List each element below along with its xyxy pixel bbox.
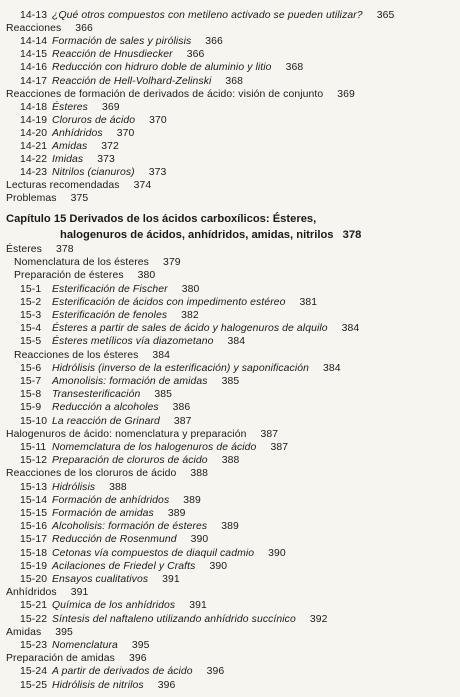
toc-entry-number: 15-5 xyxy=(20,336,42,348)
toc-entry-number: 15-22 xyxy=(20,613,48,625)
toc-entry xyxy=(20,494,201,508)
toc-entry-title: Preparación de cloruros de ácido xyxy=(52,455,208,467)
toc-entry-page: 384 xyxy=(152,349,171,361)
toc-entry-title: Anhídridos xyxy=(52,127,103,139)
toc-entry-number: 15-12 xyxy=(20,455,48,467)
toc-entry-number: 15-21 xyxy=(20,600,48,612)
toc-entry-page: 390 xyxy=(190,534,209,546)
toc-entry-title: Reacciones de los ésteres xyxy=(14,349,139,361)
toc-entry-page: 387 xyxy=(270,442,289,453)
toc-entry-title: Transesterificación xyxy=(52,389,141,401)
toc-entry-title: Nitrilos (cianuros) xyxy=(52,167,135,179)
toc-entry-title: Lecturas recomendadas xyxy=(6,180,120,192)
toc-entry-title: Esterificación de fenoles xyxy=(52,310,168,321)
toc-entry xyxy=(20,335,245,349)
toc-entry-number: 14-23 xyxy=(20,167,48,179)
toc-entry xyxy=(6,192,88,206)
chapter-heading-line-1: Capítulo 15 Derivados de los ácidos carboxílicos: Ésteres, xyxy=(6,213,317,225)
chapter-heading-line-2 xyxy=(60,228,361,243)
toc-entry-number: 15-18 xyxy=(20,547,48,559)
toc-entry-page: 387 xyxy=(260,428,279,440)
toc-entry xyxy=(20,613,328,627)
toc-entry-number: 15-17 xyxy=(20,534,48,546)
toc-entry-number: 14-14 xyxy=(20,36,48,48)
toc-entry-page: 388 xyxy=(109,481,127,493)
toc-entry-number: 15-1 xyxy=(20,283,42,295)
toc-entry xyxy=(20,153,115,167)
toc-entry-title: Ésteres metílicos vía diazometano xyxy=(52,336,214,348)
toc-entry-title: Formación de amidas xyxy=(52,508,154,519)
toc-entry-page: 384 xyxy=(323,362,341,374)
toc-entry xyxy=(20,322,359,336)
toc-entry-page: 380 xyxy=(137,270,156,282)
toc-entry xyxy=(6,22,93,36)
toc-entry-number: 15-2 xyxy=(20,296,42,308)
toc-entry xyxy=(20,599,207,613)
toc-entry-title: Reacciones de los cloruros de ácido xyxy=(6,468,177,480)
toc-entry xyxy=(6,428,278,442)
toc-entry-title: Reducción de Rosenmund xyxy=(52,534,177,546)
toc-entry-title: Imidas xyxy=(52,154,84,166)
toc-entry-page: 389 xyxy=(183,494,201,506)
toc-entry-title: Hidrólisis xyxy=(52,481,96,493)
toc-entry-page: 373 xyxy=(97,154,115,166)
toc-entry xyxy=(20,375,239,389)
toc-entry-title: Reducción con hidruro doble de aluminio y litio xyxy=(52,62,272,74)
toc-entry-page: 368 xyxy=(225,75,244,87)
toc-entry-page: 396 xyxy=(157,679,176,691)
toc-entry-number: 15-10 xyxy=(20,415,48,427)
toc-entry xyxy=(20,127,134,141)
toc-entry xyxy=(6,179,151,193)
toc-entry-page: 370 xyxy=(149,114,167,126)
toc-entry xyxy=(20,166,166,180)
toc-entry-page: 395 xyxy=(131,640,150,651)
chapter-heading-subtitle: halogenuros de ácidos, anhídridos, amidas, nitrilos xyxy=(60,229,334,241)
toc-entry-title: Nomemclatura de los halogenuros de ácido xyxy=(52,442,257,453)
toc-entry-title: Acilaciones de Friedel y Crafts xyxy=(52,560,196,572)
toc-entry-page: 391 xyxy=(70,587,89,599)
toc-entry-number: 14-16 xyxy=(20,62,48,74)
toc-entry-page: 365 xyxy=(376,10,395,21)
toc-entry-page: 369 xyxy=(101,101,120,113)
toc-entry xyxy=(20,507,185,521)
toc-entry-number: 14-21 xyxy=(20,141,48,152)
toc-entry xyxy=(20,114,167,128)
toc-entry-page: 388 xyxy=(190,468,209,480)
toc-entry xyxy=(20,573,180,587)
chapter-heading-page: 378 xyxy=(342,229,362,241)
toc-entry-title: Anhídridos xyxy=(6,587,57,599)
toc-entry-title: Química de los anhídridos xyxy=(52,600,176,612)
toc-entry-page: 391 xyxy=(162,574,180,585)
toc-entry-title: Problemas xyxy=(6,193,57,205)
toc-entry-page: 386 xyxy=(172,402,191,414)
toc-entry xyxy=(20,140,119,154)
toc-entry-number: 15-7 xyxy=(20,376,42,387)
toc-entry xyxy=(6,652,147,666)
toc-entry-title: Esterificación de ácidos con impedimento estéreo xyxy=(52,296,286,308)
toc-entry-title: Cloruros de ácido xyxy=(52,114,136,126)
toc-entry-page: 389 xyxy=(167,508,186,519)
toc-entry-title: Formación de anhídridos xyxy=(52,494,170,506)
toc-entry-page: 372 xyxy=(101,141,119,152)
toc-entry-number: 15-23 xyxy=(20,640,48,651)
toc-entry-title: Alcoholisis: formación de ésteres xyxy=(52,521,208,533)
toc-entry-page: 378 xyxy=(55,244,74,255)
toc-entry-page: 388 xyxy=(221,455,240,467)
toc-entry-number: 15-20 xyxy=(20,574,48,585)
toc-entry-number: 15-9 xyxy=(20,402,42,414)
toc-entry xyxy=(6,467,208,481)
toc-entry-page: 396 xyxy=(206,666,225,678)
toc-entry-title: Amidas xyxy=(52,141,88,152)
toc-entry-title: Síntesis del naftaleno utilizando anhídrido succínico xyxy=(52,613,296,625)
toc-entry xyxy=(20,61,303,75)
toc-entry-page: 395 xyxy=(55,626,73,638)
toc-entry-page: 389 xyxy=(221,521,239,533)
toc-entry xyxy=(20,533,208,547)
toc-entry xyxy=(6,626,73,640)
toc-entry-page: 392 xyxy=(309,613,328,625)
toc-entry-title: Ésteres xyxy=(6,244,42,255)
toc-entry xyxy=(20,296,317,310)
toc-entry xyxy=(20,75,243,89)
toc-entry-number: 15-3 xyxy=(20,310,42,321)
toc-entry-number: 14-22 xyxy=(20,154,48,166)
toc-entry xyxy=(20,547,286,561)
toc-entry-number: 15-15 xyxy=(20,508,48,519)
toc-entry-title: Reacción de Hnusdiecker xyxy=(52,49,173,61)
toc-entry-title: Amidas xyxy=(6,626,42,638)
toc-entry-page: 387 xyxy=(173,415,192,427)
toc-entry-title: Hidrólisis (inverso de la esterificación) y saponificación xyxy=(52,362,310,374)
toc-entry-title: Hidrólisis de nitrilos xyxy=(52,679,144,691)
toc-entry-page: 390 xyxy=(209,560,228,572)
toc-entry-number: 15-19 xyxy=(20,560,48,572)
toc-entry-page: 380 xyxy=(181,283,200,295)
toc-entry-number: 15-25 xyxy=(20,679,48,691)
toc-entry-title: Preparación de ésteres xyxy=(14,270,124,282)
toc-entry-page: 369 xyxy=(337,88,355,100)
toc-entry xyxy=(20,679,175,693)
toc-entry-title: La reacción de Grinard xyxy=(52,415,160,427)
toc-entry xyxy=(6,243,74,257)
toc-entry-number: 14-20 xyxy=(20,127,48,139)
toc-entry-page: 384 xyxy=(341,323,360,335)
toc-entry xyxy=(20,665,224,679)
toc-entry xyxy=(14,349,170,363)
toc-entry xyxy=(20,35,223,49)
toc-entry-number: 14-13 xyxy=(20,10,48,21)
toc-entry-title: Amonolisis: formación de amidas xyxy=(52,376,208,387)
toc-entry-title: A partir de derivados de ácido xyxy=(52,666,193,678)
toc-entry-number: 15-11 xyxy=(20,442,47,453)
toc-entry-page: 374 xyxy=(133,180,152,192)
toc-entry-number: 15-13 xyxy=(20,481,48,493)
toc-entry-page: 385 xyxy=(221,376,240,387)
toc-entry-title: Halogenuros de ácido: nomenclatura y preparación xyxy=(6,428,247,440)
toc-entry-title: Formación de sales y pirólisis xyxy=(52,36,192,48)
toc-entry xyxy=(20,454,239,468)
toc-entry-page: 396 xyxy=(128,653,147,665)
toc-entry-number: 14-15 xyxy=(20,49,48,61)
toc-entry-title: Nomenclatura de los ésteres xyxy=(14,257,149,269)
toc-entry-title: Ensayos cualitativos xyxy=(52,574,149,585)
toc-entry-number: 14-17 xyxy=(20,75,48,87)
toc-entry-number: 15-6 xyxy=(20,362,42,374)
toc-entry-page: 370 xyxy=(116,127,135,139)
toc-entry-title: Preparación de amidas xyxy=(6,653,115,665)
toc-entry-title: Reacciones xyxy=(6,23,62,35)
toc-entry-title: Nomenclatura xyxy=(52,640,118,651)
toc-entry-number: 15-8 xyxy=(20,389,42,401)
toc-entry-page: 375 xyxy=(70,193,89,205)
toc-entry-number: 15-16 xyxy=(20,521,48,533)
toc-entry-page: 391 xyxy=(189,600,207,612)
toc-entry-page: 379 xyxy=(162,257,181,269)
toc-entry xyxy=(20,9,394,23)
toc-entry-page: 366 xyxy=(205,36,223,48)
toc-entry-page: 390 xyxy=(268,547,286,559)
toc-entry xyxy=(20,362,341,376)
toc-entry-number: 14-18 xyxy=(20,101,48,113)
toc-entry-title: Ésteres xyxy=(52,101,88,113)
toc-entry-page: 385 xyxy=(154,389,172,401)
toc-entry xyxy=(20,639,150,653)
toc-entry-page: 373 xyxy=(148,167,167,179)
toc-entry-number: 15-4 xyxy=(20,323,42,335)
toc-entry xyxy=(20,415,192,429)
toc-entry xyxy=(20,560,227,574)
toc-entry-number: 15-14 xyxy=(20,494,48,506)
toc-entry-page: 366 xyxy=(75,23,93,35)
toc-entry xyxy=(20,388,172,402)
toc-entry-page: 381 xyxy=(299,296,318,308)
toc-entry-title: Esterificación de Fischer xyxy=(52,283,168,295)
toc-entry xyxy=(20,48,204,62)
toc-entry xyxy=(14,256,181,270)
toc-entry-number: 14-19 xyxy=(20,114,48,126)
toc-entry xyxy=(14,269,155,283)
toc-entry xyxy=(6,586,88,600)
toc-entry-page: 382 xyxy=(181,310,199,321)
toc-entry-title: Ésteres a partir de sales de ácido y halogenuros de alquilo xyxy=(52,323,328,335)
toc-entry-page: 366 xyxy=(186,49,205,61)
toc-entry xyxy=(20,441,288,455)
toc-entry-title: Reducción a alcoholes xyxy=(52,402,159,414)
toc-entry xyxy=(20,401,190,415)
toc-entry-page: 384 xyxy=(227,336,246,348)
toc-entry-title: Reacción de Hell-Volhard-Zelinski xyxy=(52,75,212,87)
toc-entry xyxy=(20,481,127,495)
toc-entry-title: Reacciones de formación de derivados de ácido: visión de conjunto xyxy=(6,88,324,100)
toc-entry xyxy=(20,520,239,534)
toc-entry xyxy=(6,88,355,102)
toc-entry-title: ¿Qué otros compuestos con metileno activado se pueden utilizar? xyxy=(52,10,363,21)
toc-entry xyxy=(20,101,120,115)
toc-entry xyxy=(20,309,199,323)
toc-entry-title: Cetonas vía compuestos de diaquil cadmio xyxy=(52,547,255,559)
toc-entry xyxy=(20,283,199,297)
toc-entry-number: 15-24 xyxy=(20,666,48,678)
toc-entry-page: 368 xyxy=(285,62,304,74)
